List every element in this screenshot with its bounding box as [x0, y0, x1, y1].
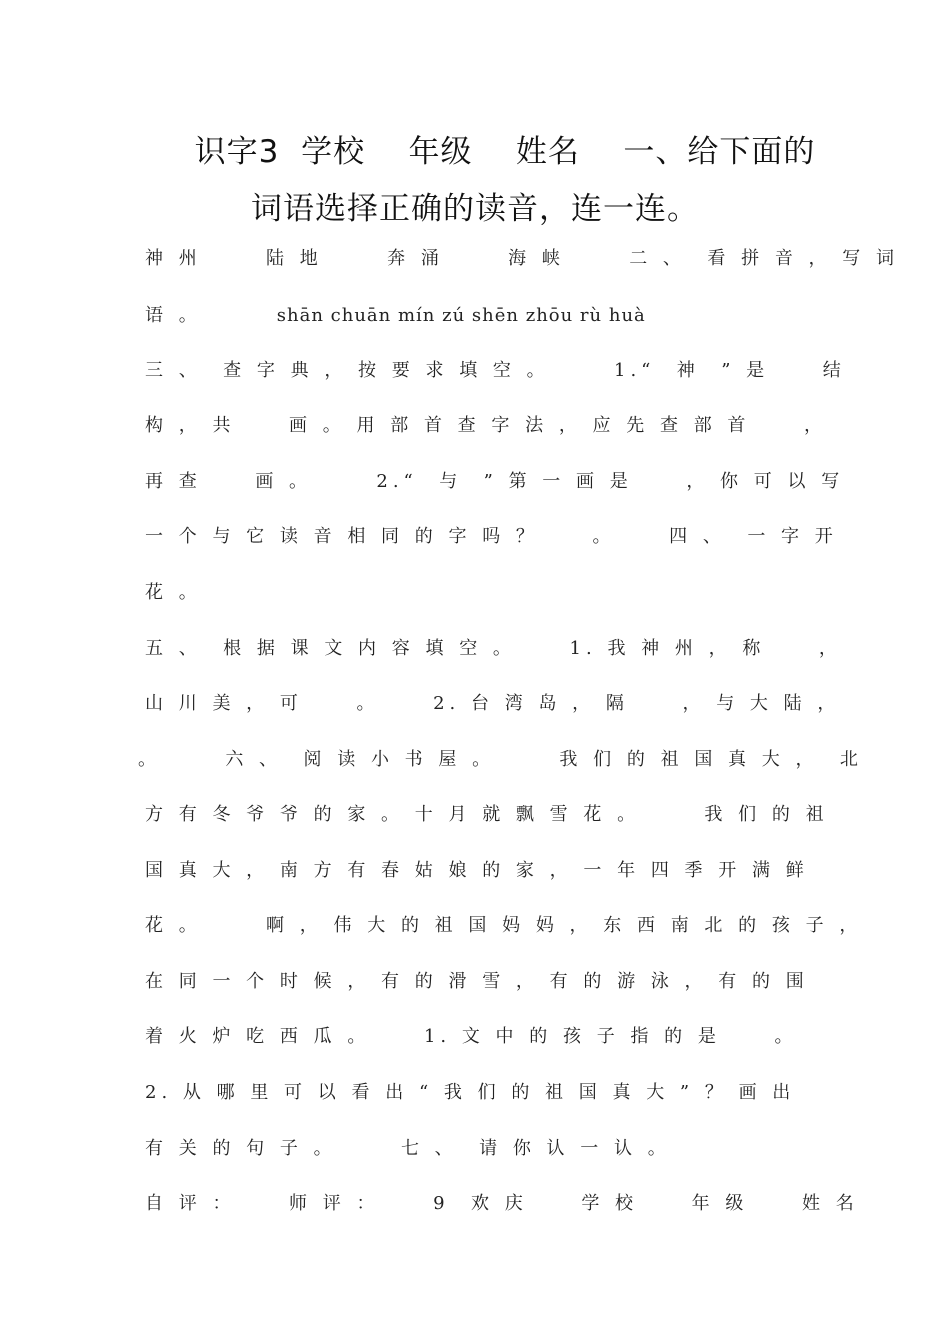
text-line: 。 六 、 阅 读 小 书 屋 。 我 们 的 祖 国 真 大 ， 北: [138, 749, 863, 770]
text-line: 方 有 冬 爷 爷 的 家 。 十 月 就 飘 雪 花 。 我 们 的 祖: [145, 804, 829, 825]
text-line: 神 州 陆 地 奔 涌 海 峡 二 、 看 拼 音 ， 写 词: [145, 248, 899, 269]
text-line: 花 。 啊 ， 伟 大 的 祖 国 妈 妈 ， 东 西 南 北 的 孩 子 ，: [145, 915, 863, 936]
text-line: 有 关 的 句 子 。 七 、 请 你 认 一 认 。: [145, 1138, 671, 1159]
text-line: 构 ， 共 画 。 用 部 首 查 字 法 ， 应 先 查 部 首 ，: [145, 415, 828, 436]
pinyin-text: shān chuān mín zú shēn zhōu rù huà: [276, 305, 646, 326]
text-line: 再 查 画 。 2.“ 与 ” 第 一 画 是 ， 你 可 以 写: [145, 471, 845, 492]
text-line: 着 火 炉 吃 西 瓜 。 1. 文 中 的 孩 子 指 的 是 。: [145, 1026, 798, 1047]
text-line-start: 语 。: [145, 305, 277, 326]
text-line: 山 川 美 ， 可 。 2. 台 湾 岛 ， 隔 ， 与 大 陆 ，: [145, 693, 841, 714]
text-line: 自 评 ： 师 评 ： 9 欢 庆 学 校 年 级 姓 名: [145, 1193, 859, 1214]
text-line: 五 、 根 据 课 文 内 容 填 空 。 1. 我 神 州 ， 称 ，: [145, 638, 842, 659]
text-line: 在 同 一 个 时 候 ， 有 的 滑 雪 ， 有 的 游 泳 ， 有 的 围: [145, 971, 809, 992]
text-line: 2. 从 哪 里 可 以 看 出 “ 我 们 的 祖 国 真 大 ” ？ 画 出: [145, 1082, 796, 1103]
title-line-2: 词语选择正确的读音，连一连。: [251, 191, 699, 227]
text-line: 三 、 查 字 典 ， 按 要 求 填 空 。 1.“ 神 ” 是 结: [145, 360, 846, 381]
title-line-1: 识字3 学校 年级 姓名 一、给下面的: [194, 134, 816, 170]
text-line: 国 真 大 ， 南 方 有 春 姑 娘 的 家 ， 一 年 四 季 开 满 鲜: [145, 860, 809, 881]
text-line: 花 。: [145, 582, 202, 603]
text-line: 一 个 与 它 读 音 相 同 的 字 吗 ？ 。 四 、 一 字 开: [145, 526, 838, 547]
text-line: [145, 301, 845, 327]
